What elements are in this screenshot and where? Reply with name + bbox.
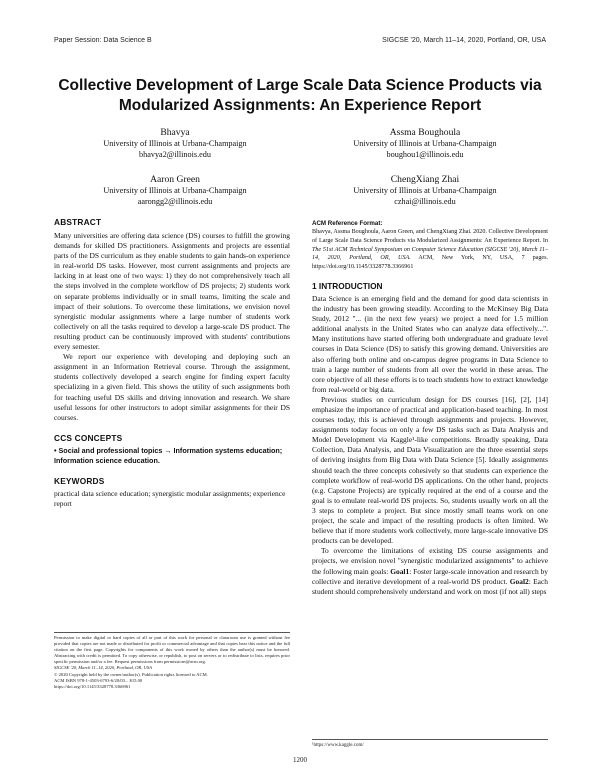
left-column (54, 217, 290, 509)
author-affiliation: University of Illinois at Urbana-Champaign (103, 139, 247, 148)
acm-reference-authors: Bhavya, Assma Boughoula, Aaron Green, and ChengXiang Zhai. 2020. Collective Development of Large Scale Data Science Products via Modularized Assignments: An Experience Report. In (312, 229, 548, 244)
running-header-left: Paper Session: Data Science B (54, 37, 152, 44)
goal2-label: Goal2 (509, 576, 529, 586)
author-affiliation: University of Illinois at Urbana-Champaign (103, 186, 247, 195)
keywords-text: practical data science education; synergistic modular assignments; experience report (54, 488, 286, 508)
author-block-2 (300, 127, 550, 160)
acm-reference-tail: ACM, New York, NY, USA, 7 pages. https://doi.org/10.1145/3328778.3366961 (312, 255, 548, 271)
abstract-paragraph-1: Many universities are offering data science (DS) courses to fulfill the growing demands for skilled DS practitioners. Assignments and projects are essential parts of the DS curriculum as they enable students to gain hands-on experience in real-world DS tasks. However, most current assignments and projects are lacking in at least one of two ways: 1) they do not comprehensively teach all the steps involved in the complete workflow of DS projects; 2) students work on separate problems individually or in small teams, limiting the scale and impact of their solutions. To overcome these limitations, we envision novel synergistic modular assignments where a large number of students work collectively on all the tasks required to develop a large-scale DS product. The resulting product can be continuously improved with students' contributions every semester. (54, 231, 290, 352)
footnote[interactable]: ¹https://www.kaggle.com/ (312, 739, 548, 749)
permission-block (54, 632, 290, 690)
intro-paragraph-1: Data Science is an emerging field and the demand for good data scientists in the industry has been growing steadily. According to the McKinsey Big Data Study, 2012 "... (in the next few years) we project a need for 1.5 million additional analysts in the United States who can analyze data effectively...". Many institutions have started offering both undergraduate and graduate level courses in Data Science (DS) to satisfy this growing demand. Universities are also offering both online and on-campus degree programs in Data Science to train a large number of students from all over the world in these areas. The core objective of all these efforts is to teach students how to extract knowledge from real-world or big data. (312, 293, 548, 394)
intro-paragraph-2: Previous studies on curriculum design for DS courses [16], [2], [14] emphasize the importance of practical and application-based teaching. In most courses today, this is achieved through assignments and projects. However, assignments today focus on only a few DS tasks such as Data Analysis and Model Development via Kaggle¹-like competitions. Broadly speaking, Data Collection, Data Analysis, and Data Visualization are the three essential steps of deriving insights from Big Data with Data Science [5]. Ideally assignments should teach the three concepts cohesively so that students can experience the complete workflow of real-world DS applications. On the other hand, projects (e.g. Capstone Projects) are typically required at the end of a course and the goal is to emulate real-world DS projects. So, students usually work on all the 3 steps to complete a project. But since mostly small teams work on one project, the scale and impact of the resulting products is often limited. We believe that if more students work collectively, more large-scale innovative DS products can be developed. (312, 394, 548, 546)
author-name: Bhavya (160, 127, 190, 138)
acm-reference-proceedings: The 51st ACM Technical Symposium on Computer Science Education (SIGCSE '20), March 11–14, 2020, Portland, OR, USA. (312, 246, 548, 262)
abstract-paragraph-2: We report our experience with developing and deploying such an assignment in an Information Retrieval course. Through the assignment, students collectively developed a search engine for finding expert faculty specializing in a given field. This shows the utility of such assignments both for teaching useful DS skills and driving innovation and research. We share useful lessons for other instructors to adopt similar assignments for their DS courses. (54, 352, 290, 422)
permission-venue: SIGCSE '20, March 11–14, 2020, Portland, OR, USA (54, 665, 152, 671)
intro-p3-part-c: : Each student should comprehensively understand and work on most (if not all) steps (312, 576, 549, 596)
author-block-4 (300, 174, 550, 207)
author-email: aarongg2@illinois.edu (137, 196, 213, 206)
intro-p3-part-b: : Foster large-scale innovation and research by collective and iterative development of a real-world DS product. (312, 566, 548, 586)
author-email: boughou1@illinois.edu (386, 149, 464, 159)
author-name: Assma Boughoula (389, 127, 461, 138)
permission-text: Permission to make digital or hard copies of all or part of this work for personal or classroom use is granted without fee provided that copies are not made or distributed for profit or commercial advantage and that copies bear this notice and the full citation on the first page. Copyrights for components of this work owned by others than the author(s) must be honored. Abstracting with credit is permitted. To copy otherwise, or republish, to post on servers or to redistribute to lists, requires prior specific permission and/or a fee. Request permissions from permissions@acm.org. (54, 635, 290, 665)
keywords-heading: KEYWORDS (54, 475, 105, 486)
author-name: Aaron Green (150, 174, 200, 185)
ccs-heading: CCS CONCEPTS (54, 432, 123, 443)
author-email: bhavya2@illinois.edu (139, 149, 211, 159)
author-block-3 (50, 174, 300, 207)
author-email: czhai@illinois.edu (394, 196, 456, 206)
goal1-label: Goal1 (390, 566, 410, 576)
running-header-right: SIGCSE '20, March 11–14, 2020, Portland, OR, USA (382, 37, 546, 44)
page-number: 1200 (293, 756, 307, 764)
ccs-concepts: • Social and professional topics → Information systems education; Information science education. (54, 445, 283, 465)
author-block-1 (50, 127, 300, 160)
author-affiliation: University of Illinois at Urbana-Champaign (353, 186, 497, 195)
author-name: ChengXiang Zhai (390, 174, 460, 185)
paper-title: Collective Development of Large Scale Data Science Products via Modularized Assignments: An Experience Report (58, 77, 542, 114)
introduction-heading: 1 INTRODUCTION (312, 280, 383, 291)
permission-isbn: ACM ISBN 978-1-4503-6793-6/20/03... $15.00 (54, 677, 143, 683)
acm-reference-heading: ACM Reference Format: (312, 220, 383, 227)
author-affiliation: University of Illinois at Urbana-Champaign (353, 139, 497, 148)
right-column (312, 219, 548, 597)
abstract-heading: ABSTRACT (54, 217, 102, 227)
acm-reference-text (312, 228, 548, 272)
intro-paragraph-3 (312, 546, 548, 596)
intro-p3-part-a: To overcome the limitations of existing DS course assignments and projects, we envision novel "synergistic modularized assignments" to achieve the following main goals: (312, 546, 548, 576)
permission-copyright: © 2020 Copyright held by the owner/author(s). Publication rights licensed to ACM. (54, 671, 208, 677)
permission-doi[interactable]: https://doi.org/10.1145/3328778.3366961 (54, 683, 131, 689)
